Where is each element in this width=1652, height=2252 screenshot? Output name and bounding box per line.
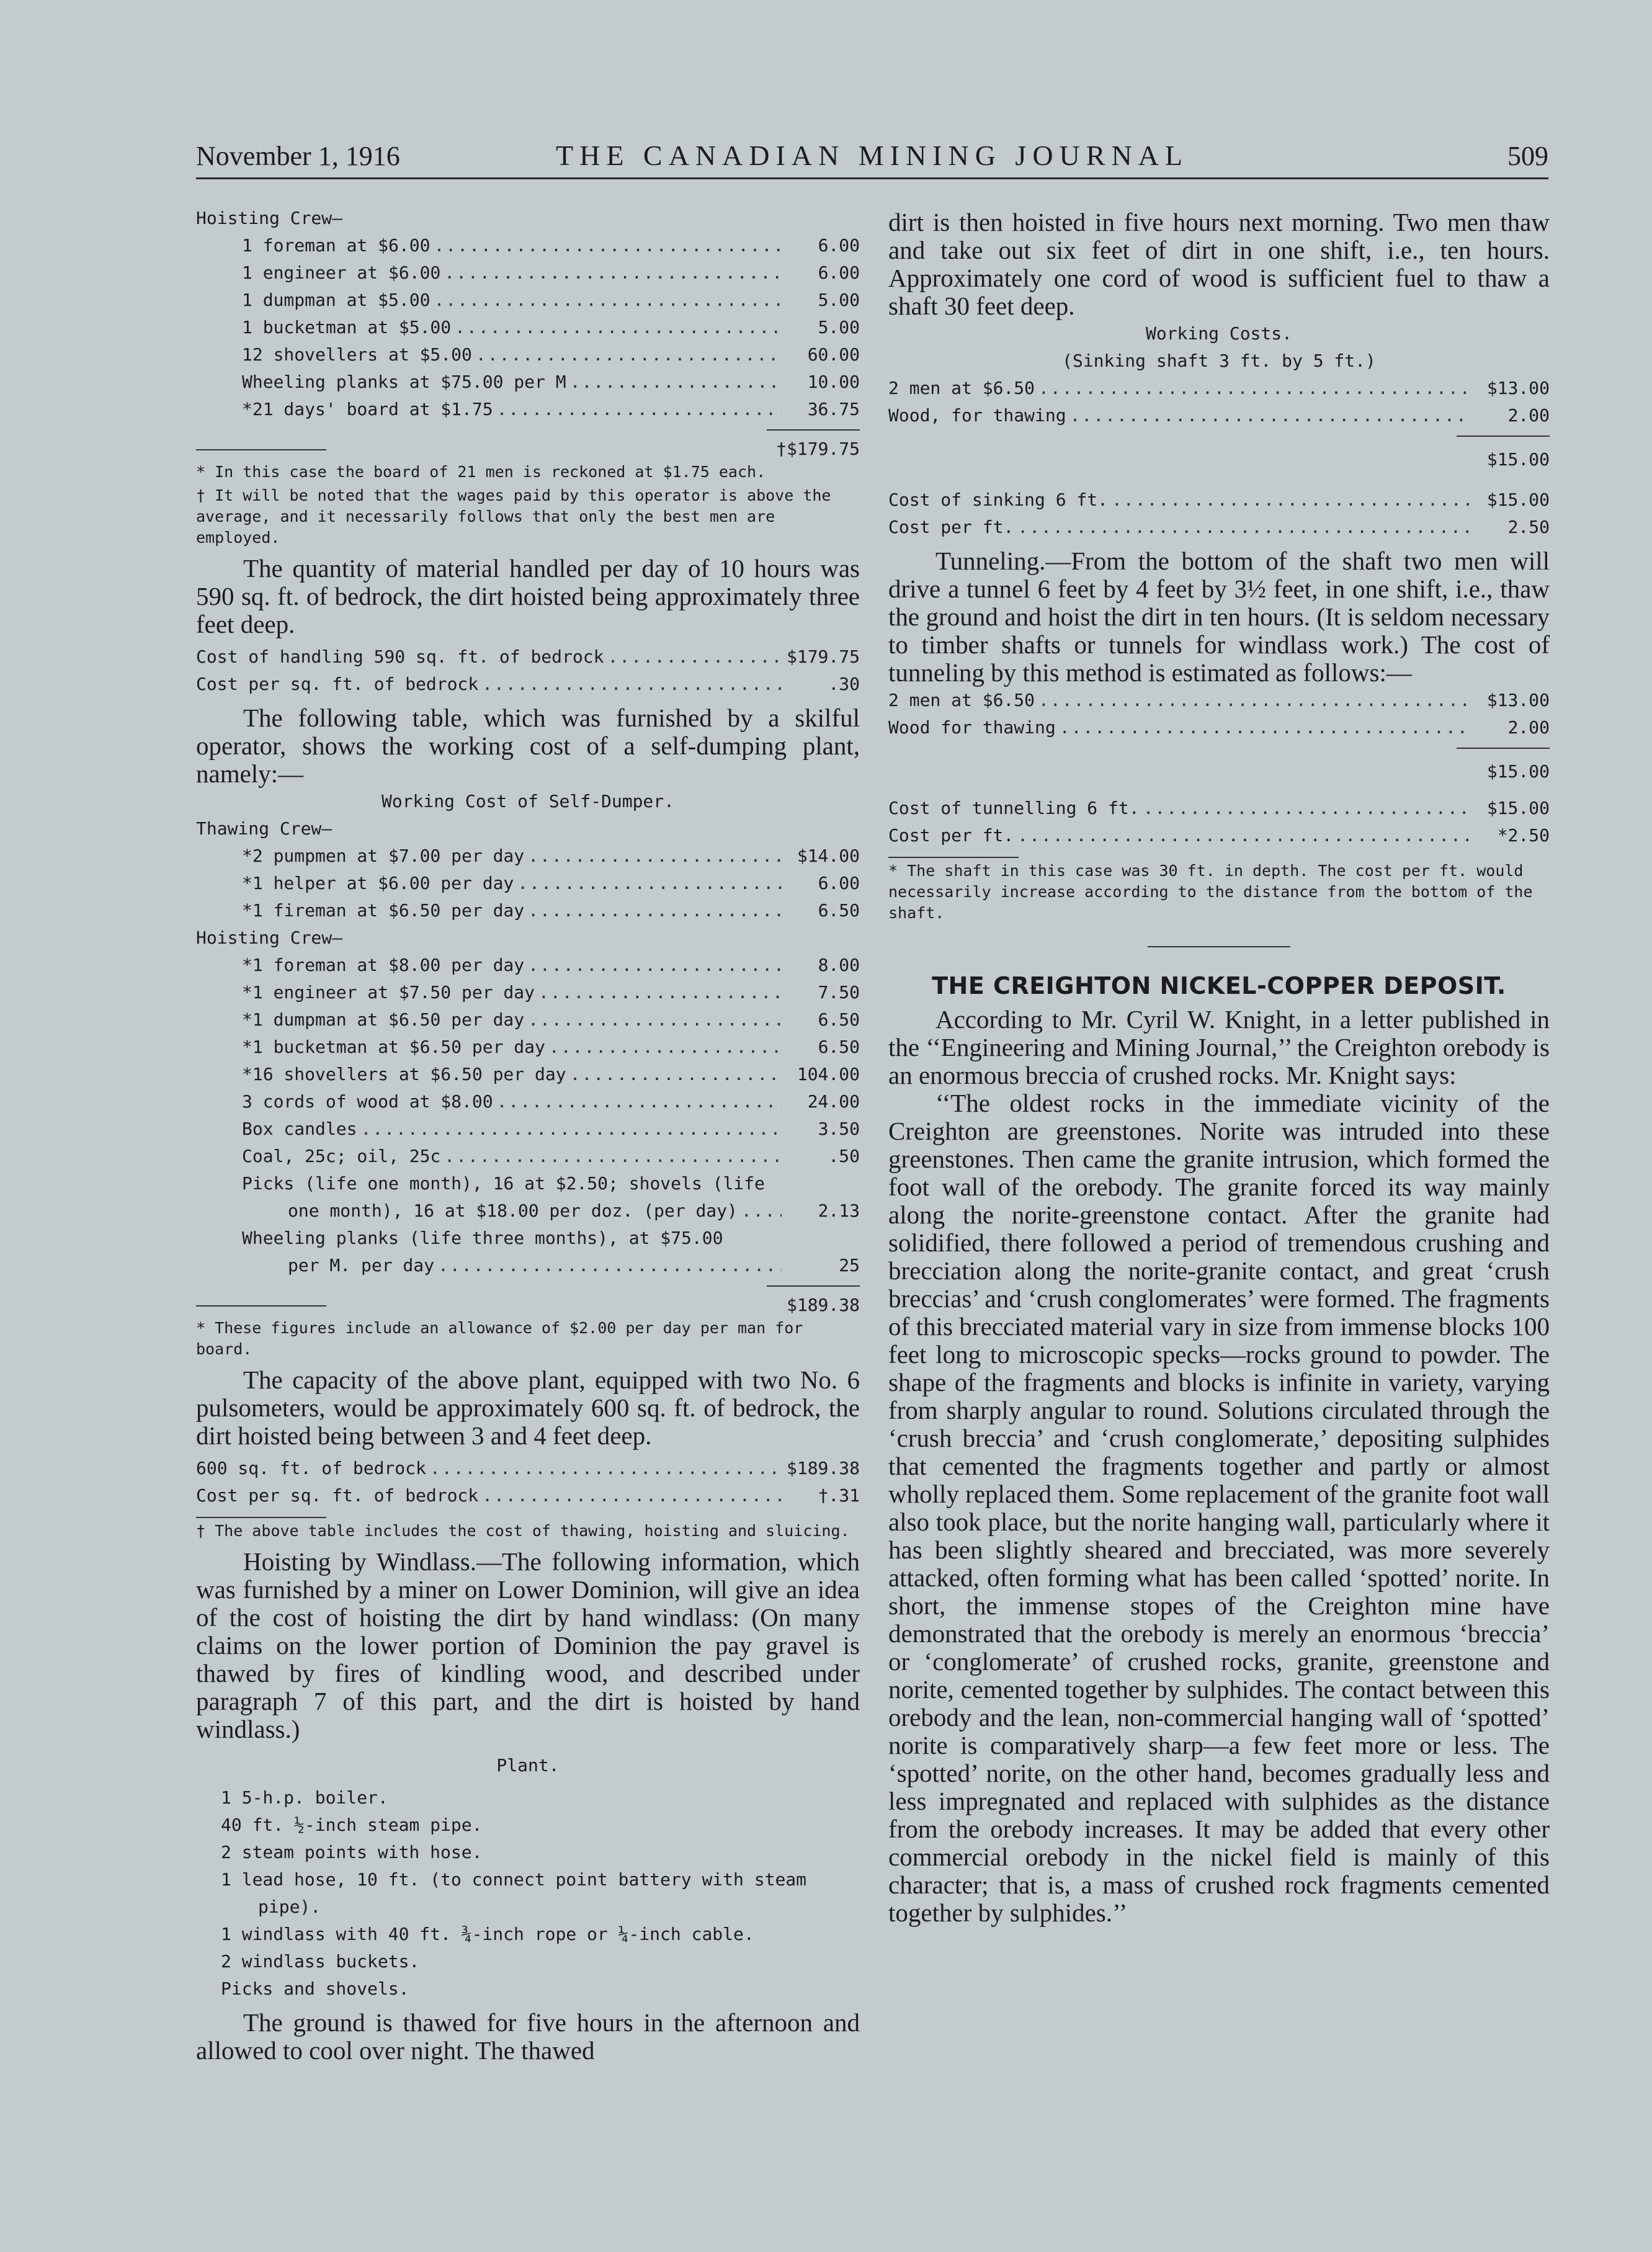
table-row xyxy=(196,287,860,314)
row-label: per M. per day xyxy=(288,1255,435,1276)
table-title: Working Cost of Self-Dumper. xyxy=(381,791,674,811)
cost-table xyxy=(888,795,1550,849)
list-item: 40 ft. ½-inch steam pipe. xyxy=(221,1815,483,1835)
page-number: 509 xyxy=(1507,141,1548,171)
paragraph: The quantity of material handled per day of 10 hours was 590 sq. ft. of bedrock, the dirt hoisted being approximately three feet deep. xyxy=(196,554,860,638)
row-value: $13.00 xyxy=(1486,378,1550,398)
leader-dots xyxy=(549,1034,782,1061)
leader-dots xyxy=(444,1143,782,1170)
table-title: Plant. xyxy=(496,1755,560,1776)
row-value: 2.50 xyxy=(1507,517,1550,537)
table-row xyxy=(196,369,860,396)
row-label: *21 days' board at $1.75 xyxy=(242,399,493,419)
row-value: 6.50 xyxy=(818,1037,860,1057)
table-row-label: Wheeling planks (life three months), at $75.00 xyxy=(242,1228,723,1248)
row-label: Cost per sq. ft. of bedrock xyxy=(196,674,479,694)
footnote-rule xyxy=(196,449,326,450)
footnote: † The above table includes the cost of thawing, hoisting and sluicing. xyxy=(196,1522,850,1540)
leader-dots xyxy=(476,341,782,369)
page-header xyxy=(196,129,1548,172)
leader-dots xyxy=(430,1455,782,1482)
plant-list xyxy=(196,1784,860,2003)
leader-dots xyxy=(1038,687,1471,714)
cost-table xyxy=(196,952,860,1170)
leader-dots xyxy=(497,396,782,423)
row-label: *1 foreman at $8.00 per day xyxy=(242,955,525,975)
leader-dots xyxy=(517,870,782,897)
table-row xyxy=(196,341,860,369)
issue-date: November 1, 1916 xyxy=(196,141,400,171)
table-row xyxy=(196,1006,860,1034)
table-row xyxy=(196,1034,860,1061)
table-row-label: Picks (life one month), 16 at $2.50; shovels (life xyxy=(242,1173,765,1194)
total-line xyxy=(888,445,1550,474)
row-value: 6.00 xyxy=(818,262,860,283)
leader-dots xyxy=(741,1197,782,1225)
row-value: 6.50 xyxy=(818,1009,860,1030)
table-row xyxy=(196,842,860,870)
leader-dots xyxy=(438,1252,782,1279)
footnote: * The shaft in this case was 30 ft. in depth. The cost per ft. would necessarily increase according to the distance from the bottom of the shaft. xyxy=(888,862,1533,922)
leader-dots xyxy=(570,369,782,396)
leader-dots xyxy=(528,952,782,979)
row-label: 1 foreman at $6.00 xyxy=(242,235,431,256)
table-row xyxy=(196,643,860,671)
table-row xyxy=(196,396,860,423)
list-item: Picks and shovels. xyxy=(221,1978,409,1999)
row-label: 2 men at $6.50 xyxy=(888,378,1035,398)
leader-dots xyxy=(1017,822,1471,849)
row-value: 25 xyxy=(839,1255,860,1276)
row-label: *1 bucketman at $6.50 per day xyxy=(242,1037,545,1057)
cost-table xyxy=(196,643,860,698)
row-value: 5.00 xyxy=(818,317,860,337)
row-label: 1 bucketman at $5.00 xyxy=(242,317,452,337)
row-label: *2 pumpmen at $7.00 per day xyxy=(242,846,525,866)
row-label: Cost of sinking 6 ft. xyxy=(888,489,1109,510)
row-value: $15.00 xyxy=(1486,489,1550,510)
table-row xyxy=(196,1088,860,1115)
table-row xyxy=(196,897,860,924)
row-value: 8.00 xyxy=(818,955,860,975)
row-value: 2.13 xyxy=(818,1200,860,1221)
row-value: $189.38 xyxy=(786,1458,860,1478)
leader-dots xyxy=(482,1482,782,1509)
section-heading: Hoisting Crew— xyxy=(196,927,343,948)
table-title: Working Costs. xyxy=(1145,323,1292,344)
leader-dots xyxy=(528,842,782,870)
table-row xyxy=(196,259,860,287)
paragraph: Tunneling.—From the bottom of the shaft two men will drive a tunnel 6 feet by 4 feet by 3½ feet, in one shift, i.e., thaw the ground and hoist the dirt in ten hours. (It is seldom necessary to timber shafts or tunnels for windlass work.) The cost of tunneling by this method is estimated as follows:— xyxy=(888,547,1550,687)
table-row xyxy=(888,402,1550,429)
row-value: .50 xyxy=(828,1146,860,1166)
leader-dots xyxy=(444,259,782,287)
leader-dots xyxy=(607,643,782,671)
row-value: $14.00 xyxy=(797,846,860,866)
row-value: 2.00 xyxy=(1507,405,1550,426)
table-row xyxy=(196,952,860,979)
list-item: 1 5-h.p. boiler. xyxy=(221,1787,388,1808)
table-row xyxy=(196,1482,860,1509)
table-row xyxy=(888,795,1550,822)
leader-dots xyxy=(482,671,782,698)
leader-dots xyxy=(360,1115,782,1143)
row-label: *1 engineer at $7.50 per day xyxy=(242,982,535,1003)
leader-dots xyxy=(528,1006,782,1034)
table-row xyxy=(888,486,1550,514)
list-item: 1 windlass with 40 ft. ¾-inch rope or ¼-inch cable. xyxy=(221,1924,754,1944)
row-value: 36.75 xyxy=(807,399,860,419)
table-row xyxy=(196,979,860,1006)
leader-dots xyxy=(1038,375,1471,402)
table-row xyxy=(196,671,860,698)
leader-dots xyxy=(497,1088,782,1115)
row-label: Cost of handling 590 sq. ft. of bedrock xyxy=(196,646,604,667)
footnote-rule xyxy=(888,857,1019,858)
row-label: Coal, 25c; oil, 25c xyxy=(242,1146,441,1166)
right-column xyxy=(888,205,1550,1927)
row-label: *1 fireman at $6.50 per day xyxy=(242,900,525,921)
section-divider xyxy=(1148,946,1290,947)
row-label: Cost per ft. xyxy=(888,825,1014,846)
total-line xyxy=(196,1287,860,1315)
leader-dots xyxy=(434,287,782,314)
total-line xyxy=(196,431,860,459)
row-label: Wood, for thawing xyxy=(888,405,1066,426)
journal-title: THE CANADIAN MINING JOURNAL xyxy=(556,140,1189,171)
table-subtitle: (Sinking shaft 3 ft. by 5 ft.) xyxy=(1062,351,1376,371)
cost-table xyxy=(888,687,1550,741)
leader-dots xyxy=(434,232,782,259)
row-value: 104.00 xyxy=(797,1064,860,1084)
row-label: 600 sq. ft. of bedrock xyxy=(196,1458,426,1478)
paragraph: The capacity of the above plant, equipped with two No. 6 pulsometers, would be approximately 600 sq. ft. of bedrock, the dirt hoisted being between 3 and 4 feet deep. xyxy=(196,1365,860,1450)
total-value: $15.00 xyxy=(1486,449,1550,470)
left-column xyxy=(196,205,860,2065)
row-label: Cost of tunnelling 6 ft. xyxy=(888,798,1140,818)
row-value: $13.00 xyxy=(1486,690,1550,710)
footnote: * In this case the board of 21 men is reckoned at $1.75 each. xyxy=(196,463,766,481)
row-label: Wood for thawing xyxy=(888,717,1056,738)
list-item: 2 windlass buckets. xyxy=(221,1951,420,1972)
table-row xyxy=(196,314,860,341)
leader-dots xyxy=(528,897,782,924)
total-value: †$179.75 xyxy=(776,439,860,459)
section-heading: Hoisting Crew— xyxy=(196,208,343,228)
leader-dots xyxy=(1060,714,1471,741)
row-label: 2 men at $6.50 xyxy=(888,690,1035,710)
row-value: †.31 xyxy=(818,1485,860,1506)
table-row xyxy=(888,375,1550,402)
row-label: 1 dumpman at $5.00 xyxy=(242,290,431,310)
table-row xyxy=(196,870,860,897)
leader-dots xyxy=(1112,486,1471,514)
leader-dots xyxy=(455,314,782,341)
article-title: THE CREIGHTON NICKEL-COPPER DEPOSIT. xyxy=(932,972,1506,999)
footnote-rule xyxy=(196,1305,326,1307)
header-rule xyxy=(196,177,1548,179)
row-value: 5.00 xyxy=(818,290,860,310)
row-value: 10.00 xyxy=(807,372,860,392)
row-value: 6.00 xyxy=(818,235,860,256)
row-value: 60.00 xyxy=(807,344,860,365)
table-row xyxy=(888,687,1550,714)
row-value: $179.75 xyxy=(786,646,860,667)
total-value: $189.38 xyxy=(786,1295,860,1315)
table-row xyxy=(196,1115,860,1143)
row-value: 6.50 xyxy=(818,900,860,921)
row-label: *16 shovellers at $6.50 per day xyxy=(242,1064,566,1084)
row-value: 2.00 xyxy=(1507,717,1550,738)
leader-dots xyxy=(1017,514,1471,541)
footnote: † It will be noted that the wages paid by this operator is above the average, and it necessarily follows that only the best men are employed. xyxy=(196,486,831,547)
row-value: *2.50 xyxy=(1497,825,1550,846)
row-label: Cost per ft. xyxy=(888,517,1014,537)
leader-dots xyxy=(570,1061,782,1088)
row-value: .30 xyxy=(828,674,860,694)
cost-table xyxy=(888,375,1550,429)
table-row xyxy=(196,1455,860,1482)
paragraph: According to Mr. Cyril W. Knight, in a letter published in the ‘‘Engineering and Mining Journal,’’ the Creighton orebody is an enormous breccia of crushed rocks. Mr. Knight says: xyxy=(888,1005,1550,1089)
row-label: 3 cords of wood at $8.00 xyxy=(242,1091,493,1112)
leader-dots xyxy=(1070,402,1471,429)
paragraph: The following table, which was furnished by a skilful operator, shows the working cost of a self-dumping plant, namely:— xyxy=(196,704,860,788)
row-label: one month), 16 at $18.00 per doz. (per day) xyxy=(288,1200,738,1221)
paragraph: The ground is thawed for five hours in the afternoon and allowed to cool over night. The thawed xyxy=(196,2008,860,2065)
row-value: $15.00 xyxy=(1486,798,1550,818)
total-value: $15.00 xyxy=(1486,761,1550,782)
cost-table xyxy=(196,842,860,924)
row-value: 7.50 xyxy=(818,982,860,1003)
list-item: 2 steam points with hose. xyxy=(221,1842,483,1862)
paragraph: dirt is then hoisted in five hours next morning. Two men thaw and take out six feet of dirt in one shift, i.e., ten hours. Approximately one cord of wood is sufficient fuel to thaw a shaft 30 feet deep. xyxy=(888,208,1550,320)
section-heading: Thawing Crew— xyxy=(196,818,333,839)
table-row xyxy=(196,232,860,259)
row-value: 3.50 xyxy=(818,1119,860,1139)
row-label: *1 helper at $6.00 per day xyxy=(242,873,514,893)
row-label: Wheeling planks at $75.00 per M xyxy=(242,372,566,392)
row-label: Cost per sq. ft. of bedrock xyxy=(196,1485,479,1506)
list-item: pipe). xyxy=(258,1897,321,1917)
list-item: 1 lead hose, 10 ft. (to connect point battery with steam xyxy=(221,1869,807,1890)
table-row xyxy=(196,1061,860,1088)
footnote: * These figures include an allowance of $2.00 per day per man for board. xyxy=(196,1319,803,1358)
row-value: 24.00 xyxy=(807,1091,860,1112)
row-label: 1 engineer at $6.00 xyxy=(242,262,441,283)
table-row xyxy=(888,514,1550,541)
footnote-rule xyxy=(196,1517,326,1518)
row-label: 12 shovellers at $5.00 xyxy=(242,344,472,365)
table-row xyxy=(196,1143,860,1170)
table-row xyxy=(196,1197,860,1225)
row-label: Box candles xyxy=(242,1119,357,1139)
paragraph: Hoisting by Windlass.—The following information, which was furnished by a miner on Lower Dominion, will give an idea of the cost of hoisting the dirt by hand windlass: (On many claims on the lower portion of Dominion the pay gravel is thawed by fires of kindling wood, and described under paragraph 7 of this part, and the dirt is hoisted by hand windlass.) xyxy=(196,1547,860,1743)
paragraph: ‘‘The oldest rocks in the immediate vicinity of the Creighton are greenstones. Norite was intruded into these greenstones. Then came the granite intrusion, which formed the foot wall of the orebody. The granite forced its way mainly along the norite-greenstone contact. After the granite had solidified, there followed a period of tremendous crushing and brecciation along the norite-granite contact, and great ‘crush breccias’ and ‘crush conglomerates’ were formed. The fragments of this brecciated material vary in size from immense blocks 100 feet long to microscopic specks—rocks ground to powder. The shape of the fragments and blocks is infinite in variety, varying from sharply angular to round. Solutions circulated through the ‘crush breccia’ and ‘crush conglomerate,’ depositing sulphides that cemented the fragments together and partly or almost wholly replaced them. Some replacement of the granite foot wall also took place, but the norite hanging wall, particularly where it has been slightly sheared and brecciated, was more severely attacked, often forming what has been called ‘spotted’ norite. In short, the immense stopes of the Creighton mine have demonstrated that the orebody is merely an enormous ‘breccia’ or ‘conglomerate’ of crushed rocks, granite, greenstone and norite, cemented together by sulphides. The contact between this orebody and the lean, non-commercial hanging wall of ‘spotted’ norite is comparatively sharp—a few feet more or less. The ‘spotted’ norite, on the other hand, becomes gradually less and less impregnated and replaced with sulphides as the distance from the orebody increases. It may be added that every other commercial orebody in the nickel field is mainly of this character; that is, a mass of crushed rock fragments cemented together by sulphides.’’ xyxy=(888,1089,1550,1927)
cost-table xyxy=(196,232,860,423)
cost-table xyxy=(888,486,1550,541)
cost-table xyxy=(196,1455,860,1509)
table-row xyxy=(888,822,1550,849)
row-label: *1 dumpman at $6.50 per day xyxy=(242,1009,525,1030)
total-line xyxy=(888,757,1550,786)
leader-dots xyxy=(1143,795,1471,822)
leader-dots xyxy=(538,979,782,1006)
table-row xyxy=(888,714,1550,741)
row-value: 6.00 xyxy=(818,873,860,893)
table-row xyxy=(196,1252,860,1279)
